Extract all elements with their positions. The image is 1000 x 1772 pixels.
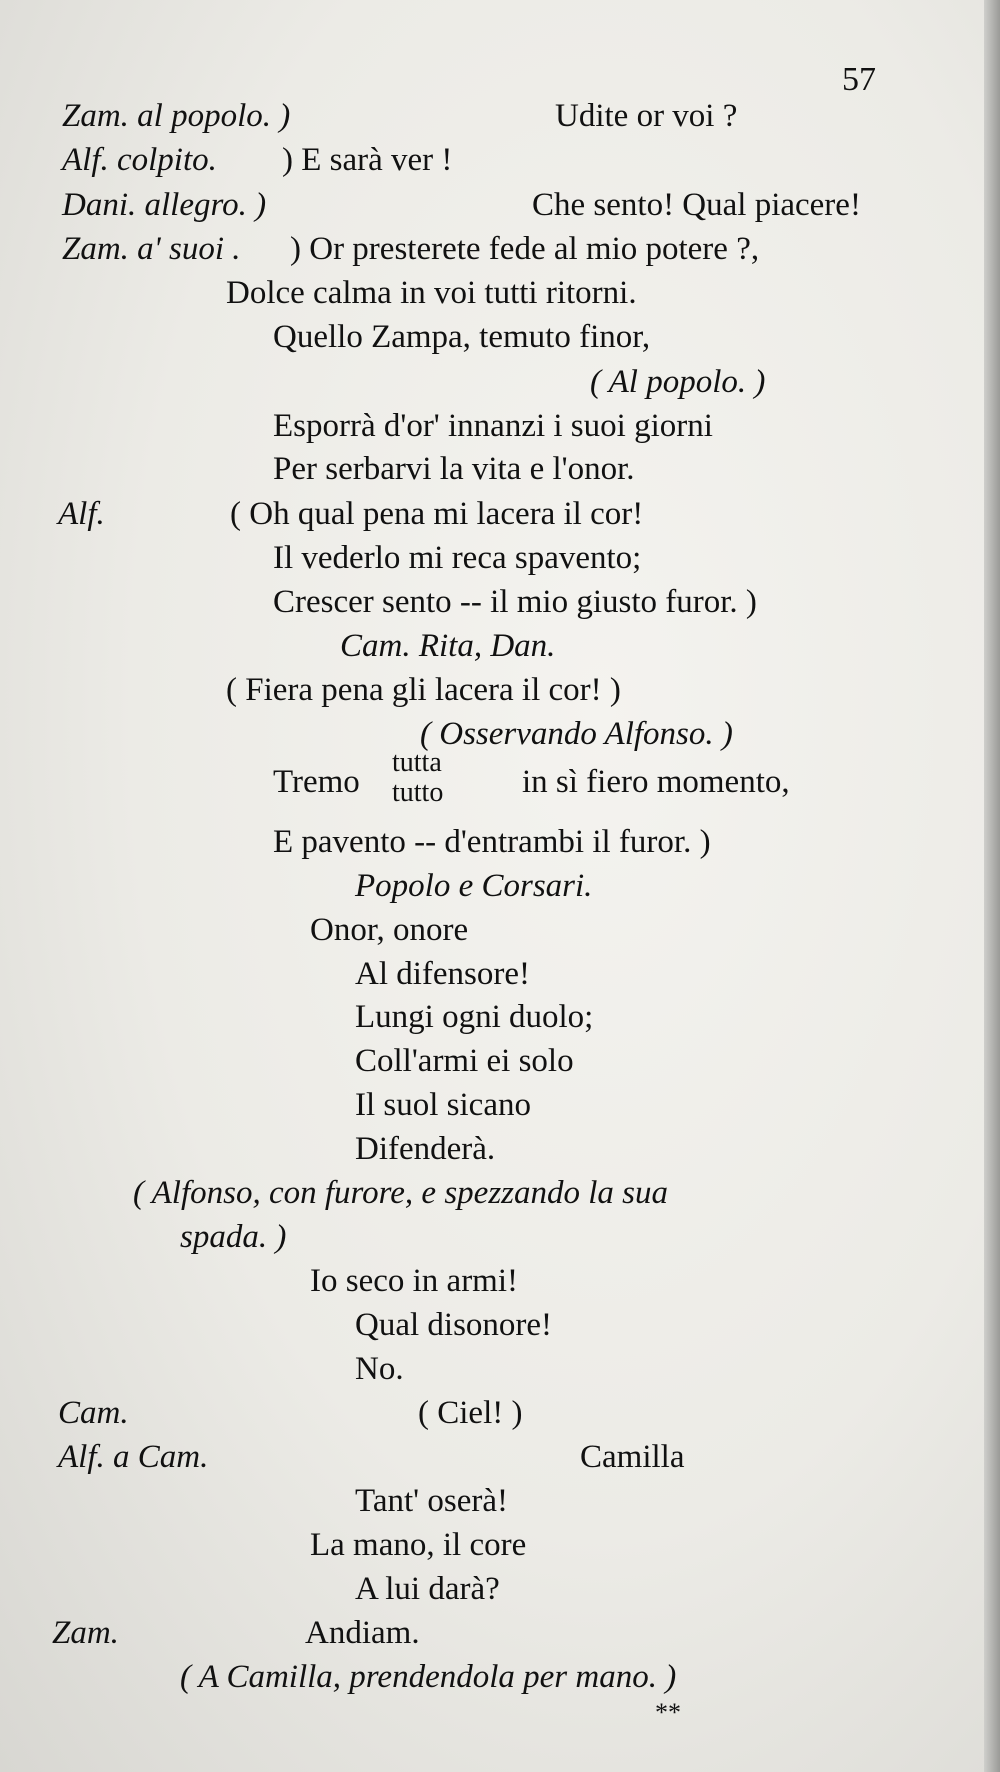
alternative-feminine: tutta bbox=[392, 747, 442, 778]
speaker-label: Cam. bbox=[58, 1395, 129, 1431]
speaker-label: Popolo e Corsari. bbox=[355, 868, 593, 904]
verse-line: Il suol sicano bbox=[355, 1087, 531, 1123]
stage-direction: ( Osservando Alfonso. ) bbox=[420, 716, 733, 752]
speaker-label: Alf. a Cam. bbox=[58, 1439, 209, 1475]
verse-line: Il vederlo mi reca spavento; bbox=[273, 540, 642, 576]
verse-line: Camilla bbox=[580, 1439, 685, 1475]
verse-line: Difenderà. bbox=[355, 1131, 496, 1167]
verse-line: Qual disonore! bbox=[355, 1307, 553, 1343]
signature-mark: ** bbox=[655, 1698, 681, 1727]
verse-line: No. bbox=[355, 1351, 404, 1387]
verse-line: E pavento -- d'entrambi il furor. ) bbox=[273, 824, 711, 860]
verse-line: Io seco in armi! bbox=[310, 1263, 519, 1299]
verse-line: Crescer sento -- il mio giusto furor. ) bbox=[273, 584, 757, 620]
aside: ( Ciel! ) bbox=[418, 1395, 523, 1431]
alternative-masculine: tutto bbox=[392, 777, 444, 808]
page-number: 57 bbox=[842, 61, 876, 98]
verse-line-tremo: Tremo bbox=[273, 764, 360, 800]
stage-direction: ( Al popolo. ) bbox=[590, 364, 766, 400]
verse-line: Udite or voi ? bbox=[555, 98, 738, 134]
stage-direction-daniele: Dani. allegro. ) bbox=[62, 187, 267, 223]
verse-line: in sì fiero momento, bbox=[522, 764, 790, 800]
verse-line: Coll'armi ei solo bbox=[355, 1043, 574, 1079]
verse-line: Per serbarvi la vita e l'onor. bbox=[273, 451, 635, 487]
verse-line: Al difensore! bbox=[355, 956, 531, 992]
verse-line: Dolce calma in voi tutti ritorni. bbox=[226, 275, 637, 311]
verse-line: Onor, onore bbox=[310, 912, 469, 948]
speaker-label: Alf. bbox=[58, 496, 105, 532]
verse-line: Lungi ogni duolo; bbox=[355, 999, 594, 1035]
speaker-label: Zam. bbox=[52, 1615, 119, 1651]
verse-line: ( Fiera pena gli lacera il cor! ) bbox=[226, 672, 621, 708]
verse-line: Esporrà d'or' innanzi i suoi giorni bbox=[273, 408, 713, 444]
speaker-label: Cam. Rita, Dan. bbox=[340, 628, 556, 664]
stage-direction: ( Alfonso, con furore, e spezzando la sua bbox=[133, 1175, 669, 1211]
stage-direction: spada. ) bbox=[180, 1219, 287, 1255]
alternative-words bbox=[392, 748, 443, 808]
verse-line: ( Oh qual pena mi lacera il cor! bbox=[230, 496, 644, 532]
verse-line: A lui darà? bbox=[355, 1571, 500, 1607]
stage-direction-alfonso: Alf. colpito. bbox=[62, 142, 217, 178]
stage-direction-zampa: Zam. a' suoi . bbox=[62, 231, 241, 267]
verse-line: ) Or presterete fede al mio potere ?, bbox=[290, 231, 760, 267]
verse-line: ) E sarà ver ! bbox=[282, 142, 453, 178]
verse-line: Che sento! Qual piacere! bbox=[532, 187, 861, 223]
stage-direction: ( A Camilla, prendendola per mano. ) bbox=[180, 1659, 677, 1695]
verse-line: Andiam. bbox=[305, 1615, 420, 1651]
verse-line: Tant' oserà! bbox=[355, 1483, 508, 1519]
page-edge-shadow bbox=[984, 0, 1000, 1772]
verse-line: Quello Zampa, temuto finor, bbox=[273, 319, 651, 355]
stage-direction-zampa: Zam. al popolo. ) bbox=[62, 98, 291, 134]
verse-line: La mano, il core bbox=[310, 1527, 527, 1563]
